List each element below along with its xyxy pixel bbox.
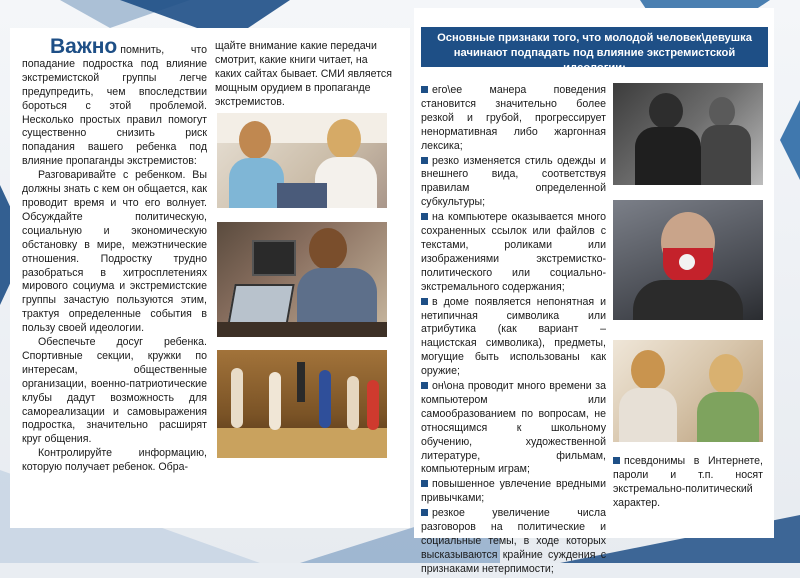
intro-paragraph (22, 35, 207, 169)
photo-figure-body (701, 125, 751, 185)
list-item: повышенное увлечение вредными привычками; (421, 478, 606, 505)
photo-figure (269, 372, 281, 430)
photo-tv (252, 240, 296, 276)
photo-figure-body (697, 392, 759, 442)
photo-figure-body (619, 388, 677, 442)
square-bullet-icon (421, 298, 428, 305)
square-bullet-icon (421, 213, 428, 220)
list-item: на компьютере оказывается много сохраненных ссылок или файлов с текстами, роликами или изображениями экстремистко-политического или социально-экстремального содержания; (421, 211, 606, 293)
photo-figure-head (631, 350, 665, 390)
list-item: в доме появляется непонятная и нетипичная символика или атрибутика (как вариант – нацистская символика), предметы, могущие быть использованы как оружие; (421, 295, 606, 378)
photo-figure (347, 376, 359, 430)
photo-figure (231, 368, 243, 428)
square-bullet-icon (421, 480, 428, 487)
intro-text: помнить, что попадание подростка под влияние экстремистской группы легче предупредить, чем впоследствии бороться с этой проблемой. Несколько простых правил помогут существенно снизить риск попадания вашего ребенка под влияние пропаганды экстремистов: (22, 44, 207, 168)
square-bullet-icon (421, 382, 428, 389)
photo-figure-head (239, 121, 271, 159)
title-word: Важно (50, 35, 118, 58)
left-column-text (22, 35, 207, 475)
photo-figure-body (229, 158, 284, 208)
photo-symbol (679, 254, 695, 270)
photo-punching-bag (297, 362, 305, 402)
list-item: резко изменяется стиль одежды и внешнего вида, соответствуя правилам определенной субкультуры; (421, 154, 606, 209)
list-item: резкое увеличение числа разговоров на политические и социальные темы, в ходе которых высказываются крайние суждения с признаками нетерпимости; (421, 507, 606, 575)
photo-figure-head (709, 354, 743, 394)
photo-object (277, 183, 327, 208)
control-paragraph: Контролируйте информацию, которую получает ребенок. Обра- (22, 447, 207, 474)
leisure-paragraph: Обеспечьте досуг ребенка. Спортивные секции, кружки по интересам, общественные организации, военно-патриотические клубы дадут возможность для самореализации и самовыражения подростка, значительно расширят круг общения. (22, 336, 207, 446)
photo-desk (217, 322, 387, 337)
signs-header: Основные признаки того, что молодой человек\девушка начинают подпадать под влияние экстремистской идеологии: (421, 27, 768, 67)
photo-floor (217, 428, 387, 458)
square-bullet-icon (421, 509, 428, 516)
square-bullet-icon (613, 457, 620, 464)
media-text: щайте внимание какие передачи смотрит, какие книги читает, на каких сайтах бывает. СМИ является мощным орудием в пропаганде экстремистов. (215, 40, 392, 108)
decor-triangle (780, 100, 800, 180)
photo-figure-head (649, 93, 683, 129)
list-item: его\ее манера поведения становится значительно более резкой и грубой, прогрессирует ненормативная либо жаргонная лексика; (421, 84, 606, 152)
side-note: псевдонимы в Интернете, пароли и т.п. носят экстремально-политический характер. (613, 455, 763, 509)
photo-gym-training (217, 350, 387, 458)
photo-figure-body (633, 280, 743, 320)
square-bullet-icon (421, 86, 428, 93)
photo-teen-group (613, 83, 763, 185)
photo-figure-head (327, 119, 361, 159)
photo-figure (319, 370, 331, 428)
photo-mother-daughter (613, 340, 763, 442)
photo-laptop (227, 284, 294, 326)
square-bullet-icon (421, 157, 428, 164)
photo-masked-youth (613, 200, 763, 320)
photo-figure (367, 380, 379, 430)
photo-girls-talking (217, 113, 387, 208)
photo-figure-body (635, 127, 701, 185)
list-item: он\она проводит много времени за компьютером или самообразованием по вопросам, не относящимся к школьному обучению, художественной литературе, фильмам, компьютерным играм; (421, 380, 606, 476)
photo-boy-laptop (217, 222, 387, 337)
signs-list (421, 84, 606, 578)
photo-figure-head (709, 97, 735, 127)
photo-figure-head (309, 228, 347, 270)
talk-paragraph: Разговаривайте с ребенком. Вы должны знать с кем он общается, как проводит время и что его волнует. Обсуждайте политическую, социальную и экономическую обстановку в мире, межэтнические отношения. Подростку трудно разобраться в хитросплетениях мирового социума и экстремистские группы зачастую пользуются этим, трактуя определенные события в пользу своей идеологии. (22, 169, 207, 335)
